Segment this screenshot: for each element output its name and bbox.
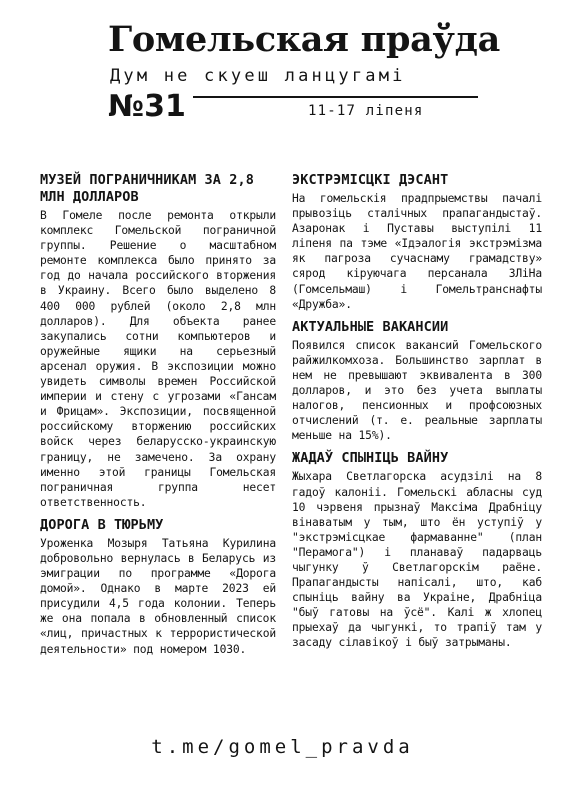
masthead-divider (193, 96, 478, 98)
article-headline: МУЗЕЙ ПОГРАНИЧНИКАМ ЗА 2,8 МЛН ДОЛЛАРОВ (40, 172, 254, 205)
article-vacancies (292, 319, 542, 444)
article-stop-the-war (292, 450, 542, 650)
newspaper-slogan: Дум не скуеш ланцугамі (110, 66, 406, 86)
article-extremist-landing (292, 172, 542, 312)
article-headline: АКТУАЛЬНЫЕ ВАКАНСИИ (292, 318, 449, 335)
article-body: Уроженка Мозыря Татьяна Курилина добровольно вернулась в Беларусь из эмиграции по программе «Дорога домой». Однако в марте 2023 ей присудили 4,5 года колонии. Теперь же она попала в обновленный список «лиц, причастных к террористической деятельности» под номером 1030. (40, 536, 276, 656)
article-museum (40, 172, 276, 510)
issue-dates: 11-17 ліпеня (308, 103, 424, 119)
article-body: Появился список вакансий Гомельского райжилкомхоза. Большинство зарплат в нем не превышают эквивалента в 300 долларов, и это без учета выплаты налогов, пенсионных и профсоюзных отчислений (т. е. реальные зарплаты меньше на 15%). (292, 338, 542, 443)
article-body: Жыхара Светлагорска асудзілі на 8 гадоў калоніі. Гомельскі абласны суд 10 чэрвеня прызнаў Максіма Драбніцу вінаватым у тым, што ён уступіў у "экстрэмісцкае фармаванне" (план "Перамога") і планаваў падарваць чыгунку ў Светлагорскім раёне. Прапагандысты напісалі, што, каб спыніць вайну ва Украіне, Драбніца "быў гатовы на ўсё". Калі ж хлопец прыехаў да чыгункі, то трапіў там у засаду сілавікоў і быў затрыманы. (292, 470, 542, 650)
article-headline: ЭКСТРЭМІСЦКІ ДЭСАНТ (292, 172, 449, 188)
article-road-to-prison (40, 517, 276, 657)
article-body: В Гомеле после ремонта открыли комплекс Гомельской пограничной группы. Решение о масштабном ремонте комплекса было принято за год до начала российского вторжения в Украину. Всего было выделено 8 400 000 рублей (около 2,8 млн долларов). Для объекта ранее закупались сотни компьютеров и оружейные ящики на серьезный арсенал оружия. В экспозиции можно увидеть символы времен Российской империи и стену с угрозами «Гансам и Фрицам». Экспозиции, посвященной российскому вторжению российских войск через беларусско-украинскую границу, не замечено. За охрану именно этой границы Гомельская пограничная группа несет ответственность. (40, 209, 276, 509)
article-body: На гомельскія прадпрыемствы пачалі прывозіць сталічных прапагандыстаў. Азаронак і Пуставы выступілі 11 ліпеня па тэме «Ідэалогія экстрэмізма як пагроза сучаснаму грамадству» сярод кіруючага персанала ЗЛіНа (Гомсельмаш) і Гомельтранснафты «Дружба». (292, 192, 542, 311)
right-column (292, 172, 542, 651)
newspaper-title: Гомельская праўда (108, 19, 500, 60)
left-column (40, 172, 276, 657)
article-headline: ДОРОГА В ТЮРЬМУ (40, 516, 164, 533)
issue-number: №31 (108, 89, 186, 124)
article-headline: ЖАДАЎ СПЫНІЦЬ ВАЙНУ (292, 450, 449, 467)
telegram-link[interactable]: t.me/gomel_pravda (151, 736, 414, 758)
